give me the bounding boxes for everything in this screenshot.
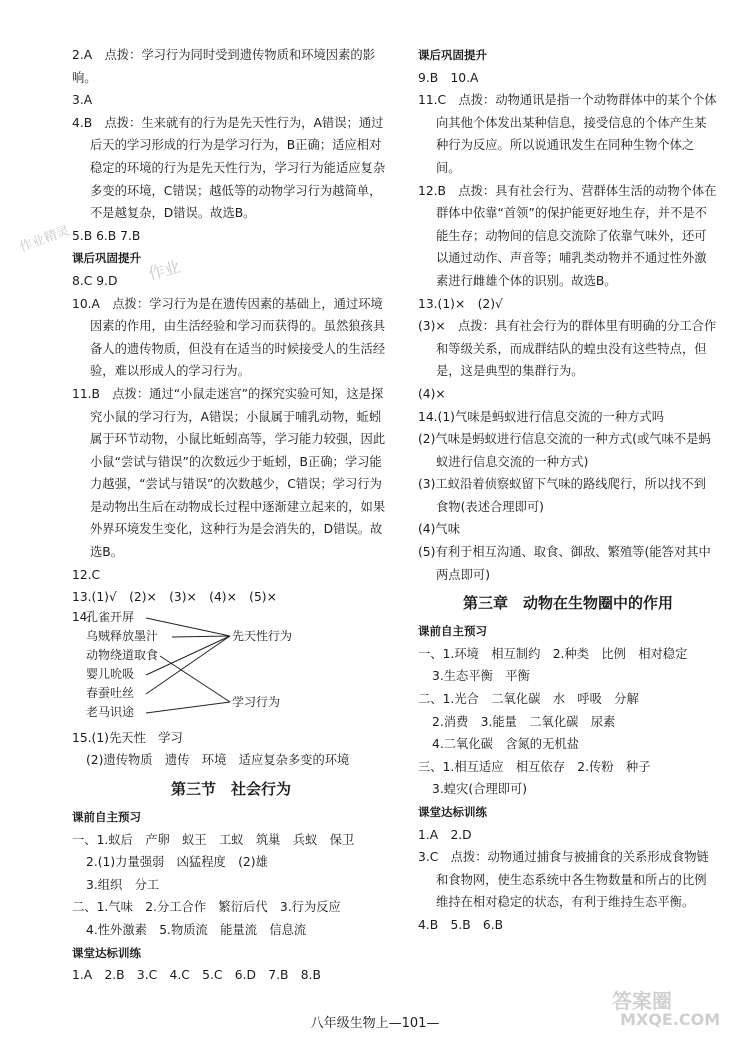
preview-line: 4.二氧化碳 含氮的无机盐 [432,737,579,752]
watermark-url: MXQE.COM [620,1010,721,1029]
answer-12: 12.C [72,567,101,582]
preview-line: 3.生态平衡 平衡 [432,669,530,684]
section-heading-classroom: 课堂达标训练 [72,945,141,960]
match-item: 乌贼释放墨汁 [86,628,159,643]
answer-13-1-2: 13.(1)× (2)√ [418,296,503,311]
watermark-logo: 作业精灵 [17,223,72,256]
answer-12: 12.B 点拨：具有社会行为、营群体生活的动物个体在群体中依靠“首领”的保护能更好地生存，并不是不能生存；动物间的信息交流除了依靠气味外，还可以通过动作、声音等；哺乳类动物并不通过性外激素进行雌雄个体的识别。故选B。 [418,183,717,288]
answer-3: 3.A [72,93,93,108]
answer-14-4: (4)气味 [418,522,461,537]
answer-9-10: 9.B 10.A [418,70,479,85]
preview-line: 3.组织 分工 [86,877,160,892]
section-heading-consolidation: 课后巩固提升 [72,251,141,266]
answer-13-3: (3)× 点拨：具有社会行为的群体里有明确的分工合作和等级关系，而成群结队的蝗虫没有这些特点，但是，这是典型的集群行为。 [418,319,717,379]
match-item: 老马识途 [86,704,135,719]
section-heading-consolidation: 课后巩固提升 [418,48,487,62]
section-heading-classroom: 课堂达标训练 [418,805,487,819]
matching-lines [72,609,390,727]
classroom-answers: 1.A 2.B 3.C 4.C 5.C 6.D 7.B 8.B [72,968,321,983]
watermark-logo: 答案圈 [612,989,672,1013]
answer-15-1: 15.(1)先天性 学习 [72,730,183,745]
preview-line: 2.(1)力量强弱 凶猛程度 (2)雄 [86,855,268,870]
preview-line: 一、1.蚁后 产卵 蚁王 工蚁 筑巢 兵蚁 保卫 [72,832,355,847]
preview-line: 三、1.相互适应 相互依存 2.传粉 种子 [418,759,651,774]
watermark-stamp: 作业 [146,257,183,284]
answer-14-5: (5)有利于相互沟通、取食、御敌、繁殖等(能答对其中两点即可) [418,545,711,582]
answer-8-9: 8.C 9.D [72,273,118,288]
match-item: 动物绕道取食 [86,647,159,662]
chapter-title: 第三章 动物在生物圈中的作用 [462,594,673,613]
preview-line: 2.消费 3.能量 二氧化碳 尿素 [432,714,616,729]
classroom-answer: 1.A 2.D [418,827,472,842]
answer-14-1: 14.(1)气味是蚂蚁进行信息交流的一种方式吗 [418,409,665,424]
answer-14-3: (3)工蚁沿着侦察蚁留下气味的路线爬行，所以找不到食物(表述合理即可) [418,477,706,514]
right-column [418,44,718,937]
match-line [146,702,230,713]
match-line [146,636,230,675]
page-footer: 八年级生物上—101— [310,1016,440,1031]
answer-10: 10.A 点拨：学习行为是在遗传因素的基础上，通过环境因素的作用，由生活经验和学习而获得的。虽然狼孩具备人的遗传物质，但没有在适当的时候接受人的生活经验，难以形成人的学习行为。 [72,296,386,379]
classroom-answer: 3.C 点拨：动物通过捕食与被捕食的关系形成食物链和食物网，使生态系统中各生物数量和所占的比例维持在相对稳定的状态，有利于维持生态平衡。 [418,850,709,910]
match-item: 婴儿吮吸 [86,666,135,681]
preview-line: 二、1.气味 2.分工合作 繁衍后代 3.行为反应 [72,900,341,915]
answer-14-2: (2)气味是蚂蚁进行信息交流的一种方式(或气味不是蚂蚁进行信息交流的一种方式) [418,432,711,469]
match-item: 孔雀开屏 [86,609,135,624]
left-column [72,44,390,987]
answer-13-4: (4)× [418,386,446,401]
match-line [146,618,230,636]
match-target-learned: 学习行为 [232,694,281,709]
preview-line: 3.蝗灾(合理即可) [432,782,528,797]
match-line [160,656,230,702]
answer-11: 11.C 点拨：动物通讯是指一个动物群体中的某个个体向其他个体发出某种信息，接受信息的个体产生某种行为反应。所以说通讯发生在同种生物个体之间。 [418,93,717,175]
preview-line: 4.性外激素 5.物质流 能量流 信息流 [86,923,307,937]
match-item: 春蚕吐丝 [86,685,135,700]
match-line [172,636,230,637]
matching-diagram [72,609,390,727]
answer-13: 13.(1)√ (2)× (3)× (4)× (5)× [72,590,277,605]
section-heading-preview: 课前自主预习 [72,810,141,825]
section-title-social-behavior: 第三节 社会行为 [170,780,291,799]
q14-label: 14. [72,609,92,624]
answer-4: 4.B 点拨：生来就有的行为是先天性行为，A错误；通过后天的学习形成的行为是学习行为，B正确；适应相对稳定的环境的行为是先天性行为，学习行为能适应复杂多变的环境，C错误；越低等的动物学习行为越简单，不是越复杂，D错误。故选B。 [72,115,386,221]
preview-line: 一、1.环境 相互制约 2.种类 比例 相对稳定 [418,646,688,661]
answer-5-7: 5.B 6.B 7.B [72,228,141,243]
match-target-innate: 先天性行为 [232,628,293,643]
section-heading-preview: 课前自主预习 [418,624,487,639]
preview-line: 二、1.光合 二氧化碳 水 呼吸 分解 [418,692,639,707]
classroom-answer: 4.B 5.B 6.B [418,917,504,932]
answer-15-2: (2)遗传物质 遗传 环境 适应复杂多变的环境 [86,753,350,768]
answer-11: 11.B 点拨：通过“小鼠走迷宫”的探究实验可知，这是探究小鼠的学习行为，A错误；小鼠属于哺乳动物，蚯蚓属于环节动物，小鼠比蚯蚓高等，学习能力较强，因此小鼠“尝试与错误”的次数远少于蚯蚓，B正确；学习能力越强，“尝试与错误”的次数越少，C错误；学习行为是动物出生后在动物成长过程中逐渐建立起来的，如果外界环境发生变化，这种行为是会消失的，D错误。故选B。 [72,386,386,560]
match-line [146,636,230,694]
answer-2: 2.A 点拨：学习行为同时受到遗传物质和环境因素的影响。 [72,48,375,85]
